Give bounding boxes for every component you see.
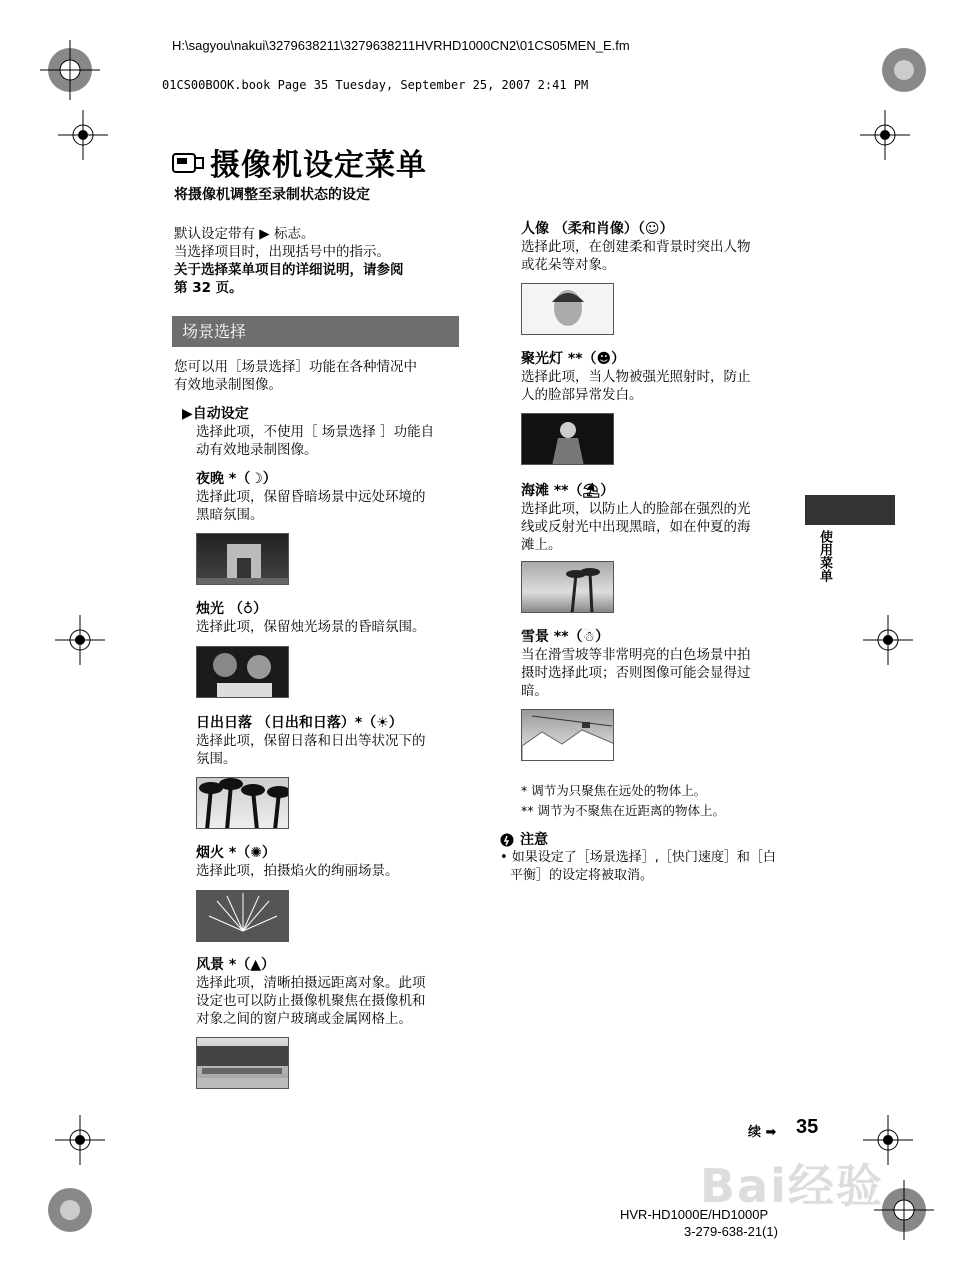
item-desc-3: 暗。 <box>521 683 548 699</box>
item-candle <box>196 600 426 636</box>
footnotes <box>521 781 725 821</box>
registration-mark-top-right <box>874 40 934 100</box>
item-auto <box>182 405 434 459</box>
sunset-photo <box>196 777 289 829</box>
beach-photo <box>521 561 614 613</box>
continued-text: 续 <box>748 1125 762 1140</box>
crosshair-mid-right <box>863 615 913 665</box>
item-desc-1: 选择此项，以防止人的脸部在强烈的光 <box>521 501 751 517</box>
page-number: 35 <box>796 1116 819 1138</box>
item-title: 烟火 *（✺） <box>196 845 276 861</box>
item-desc-1: 选择此项，当人物被强光照射时，防止 <box>521 369 751 385</box>
book-line: 01CS00BOOK.book Page 35 Tuesday, September 25, 2007 2:41 PM <box>162 78 589 92</box>
registration-mark-bottom-left <box>40 1180 100 1240</box>
page-title: 摄像机设定菜单 <box>210 148 427 183</box>
item-desc-1: 选择此项，保留日落和日出等状况下的 <box>196 733 426 749</box>
note-text-2: 平衡］的设定将被取消。 <box>510 868 654 883</box>
note-block <box>500 831 776 885</box>
item-desc-2: 人的脸部异常发白。 <box>521 387 643 403</box>
model-number: HVR-HD1000E/HD1000P <box>620 1207 769 1222</box>
item-desc-1: 选择此项，不使用［ 场景选择 ］功能自 <box>196 424 435 440</box>
intro-line-2: 当选择项目时，出现括号中的指示。 <box>174 244 390 260</box>
item-desc-3: 对象之间的窗户玻璃或金属网格上。 <box>196 1011 412 1027</box>
crosshair-mid-left <box>55 615 105 665</box>
crosshair-bottom-left <box>55 1115 105 1165</box>
snow-photo <box>521 709 614 761</box>
item-desc-2: 动有效地录制图像。 <box>196 442 318 458</box>
item-desc-2: 线或反射光中出现黑暗，如在仲夏的海 <box>521 519 751 535</box>
intro-block <box>174 225 404 297</box>
item-landscape <box>196 956 426 1028</box>
item-title: 烛光 （♁） <box>196 601 268 617</box>
item-title: ▶自动设定 <box>182 406 249 422</box>
item-portrait <box>521 220 751 274</box>
item-sunset <box>196 714 426 768</box>
item-desc-2: 氛围。 <box>196 751 237 767</box>
item-desc-2: 设定也可以防止摄像机聚焦在摄像机和 <box>196 993 426 1009</box>
item-title: 日出日落 （日出和日落）*（☀） <box>196 715 403 731</box>
section-desc-line-2: 有效地录制图像。 <box>174 377 282 393</box>
side-tab <box>805 495 895 525</box>
portrait-photo <box>521 283 614 335</box>
item-beach <box>521 482 751 554</box>
candle-photo <box>196 646 289 698</box>
intro-line-3: 关于选择菜单项目的详细说明，请参阅 <box>174 262 404 278</box>
intro-line-4: 第 32 页。 <box>174 280 243 296</box>
item-title: 风景 *（▲） <box>196 957 275 973</box>
continued-label <box>748 1121 776 1140</box>
item-fireworks <box>196 844 399 880</box>
section-desc-line-1: 您可以用［场景选择］功能在各种情况中 <box>174 359 417 375</box>
item-title: 人像 （柔和肖像）（☺） <box>521 221 674 237</box>
section-header: 场景选择 <box>172 316 459 347</box>
registration-mark-top-left <box>40 40 100 100</box>
item-desc-2: 黑暗氛围。 <box>196 507 264 523</box>
note-title: 注意 <box>520 832 548 848</box>
item-desc-1: 选择此项，拍摄焰火的绚丽场景。 <box>196 863 399 879</box>
part-code: 3-279-638-21(1) <box>684 1224 778 1239</box>
crosshair-top-left <box>58 110 108 160</box>
item-spotlight <box>521 350 751 404</box>
item-desc-1: 选择此项，在创建柔和背景时突出人物 <box>521 239 751 255</box>
item-title: 海滩 **（⛱） <box>521 483 615 499</box>
night-photo <box>196 533 289 585</box>
page-title-row <box>172 140 427 184</box>
side-tab-label: 使用菜单 <box>817 530 832 582</box>
fireworks-photo <box>196 890 289 942</box>
footnote-1: * 调节为只聚焦在远处的物体上。 <box>521 783 707 798</box>
landscape-photo <box>196 1037 289 1089</box>
note-text-1: • 如果设定了［场景选择］,［快门速度］和［白 <box>500 850 776 865</box>
camera-icon <box>172 148 204 176</box>
item-desc-3: 滩上。 <box>521 537 562 553</box>
footnote-2: ** 调节为不聚焦在近距离的物体上。 <box>521 803 725 818</box>
item-desc-2: 或花朵等对象。 <box>521 257 616 273</box>
spotlight-photo <box>521 413 614 465</box>
watermark: Bai经验 <box>700 1159 884 1213</box>
page-subtitle: 将摄像机调整至录制状态的设定 <box>174 187 370 203</box>
item-title: 雪景 **（☃） <box>521 629 610 645</box>
arrow-right-icon: ➡ <box>765 1125 777 1140</box>
section-description <box>174 358 417 394</box>
intro-line-1: 默认设定带有 ▶ 标志。 <box>174 226 315 242</box>
item-night <box>196 470 426 524</box>
item-desc-1: 选择此项，保留烛光场景的昏暗氛围。 <box>196 619 426 635</box>
item-desc-1: 选择此项，保留昏暗场景中远处环境的 <box>196 489 426 505</box>
item-desc-1: 当在滑雪坡等非常明亮的白色场景中拍 <box>521 647 751 663</box>
item-title: 聚光灯 **（☻） <box>521 351 626 367</box>
item-title: 夜晚 *（☽） <box>196 471 277 487</box>
item-snow <box>521 628 751 700</box>
crosshair-top-right <box>860 110 910 160</box>
file-path: H:\sagyou\nakui\3279638211\3279638211HVRHD1000CN2\01CS05MEN_E.fm <box>172 38 630 53</box>
item-desc-2: 摄时选择此项；否则图像可能会显得过 <box>521 665 751 681</box>
caution-icon <box>500 833 514 847</box>
item-desc-1: 选择此项，清晰拍摄远距离对象。此项 <box>196 975 426 991</box>
